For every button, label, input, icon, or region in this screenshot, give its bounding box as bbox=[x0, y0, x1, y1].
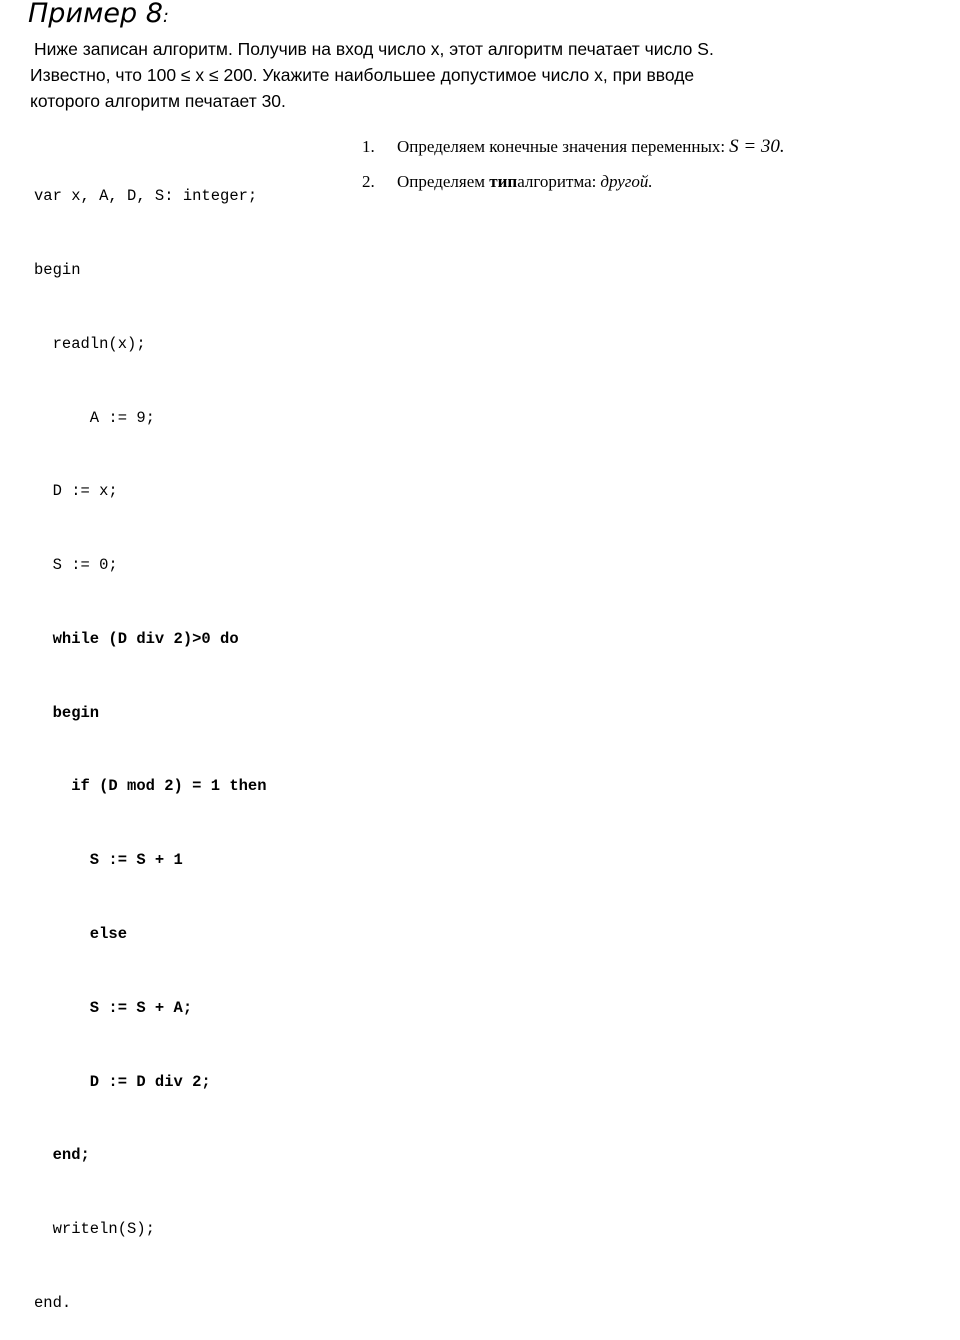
code-line-loop: if (D mod 2) = 1 then bbox=[34, 777, 267, 796]
code-line-loop: S := S + 1 bbox=[34, 851, 183, 870]
code-line-loop: end; bbox=[34, 1146, 90, 1165]
code-line-loop: D := D div 2; bbox=[34, 1072, 211, 1091]
step-text-bold: тип bbox=[489, 172, 518, 191]
code-line: var x, A, D, S: integer; bbox=[34, 187, 258, 206]
code-line: S := 0; bbox=[34, 556, 118, 575]
code-line-loop: S := S + A; bbox=[34, 998, 193, 1017]
step-text: алгоритма: bbox=[517, 172, 597, 191]
code-line-loop: else bbox=[34, 925, 128, 943]
step-number: 1. bbox=[362, 137, 375, 156]
code-line-loop: while (D div 2)>0 do bbox=[34, 629, 239, 648]
slide-title-colon: : bbox=[162, 6, 169, 27]
problem-line-2: Известно, что 100 ≤ x ≤ 200. Укажите наибольшее допустимое число x, при вводе bbox=[30, 65, 695, 85]
pascal-code-listing bbox=[34, 135, 267, 1340]
problem-statement bbox=[30, 36, 910, 114]
solution-steps bbox=[362, 136, 785, 208]
slide-title-text: Пример 8 bbox=[28, 0, 163, 29]
step-text: Определяем bbox=[397, 172, 485, 191]
code-line: D := x; bbox=[34, 482, 118, 501]
code-line-loop: begin bbox=[34, 703, 100, 722]
code-line: end. bbox=[34, 1293, 72, 1312]
code-line: begin bbox=[34, 260, 81, 279]
solution-step-1 bbox=[362, 136, 785, 172]
code-line: writeln(S); bbox=[34, 1220, 155, 1239]
step-value: другой. bbox=[600, 172, 653, 191]
step-text: Определяем конечные значения переменных: bbox=[397, 137, 726, 156]
solution-step-2 bbox=[362, 172, 785, 208]
problem-line-1: Ниже записан алгоритм. Получив на вход число x, этот алгоритм печатает число S. bbox=[34, 39, 714, 59]
code-line: A := 9; bbox=[34, 408, 155, 427]
slide-title bbox=[28, 0, 169, 35]
code-line: readln(x); bbox=[34, 334, 146, 353]
step-number: 2. bbox=[362, 172, 375, 191]
step-value: S = 30. bbox=[729, 136, 785, 157]
problem-line-3: которого алгоритм печатает 30. bbox=[30, 91, 286, 111]
